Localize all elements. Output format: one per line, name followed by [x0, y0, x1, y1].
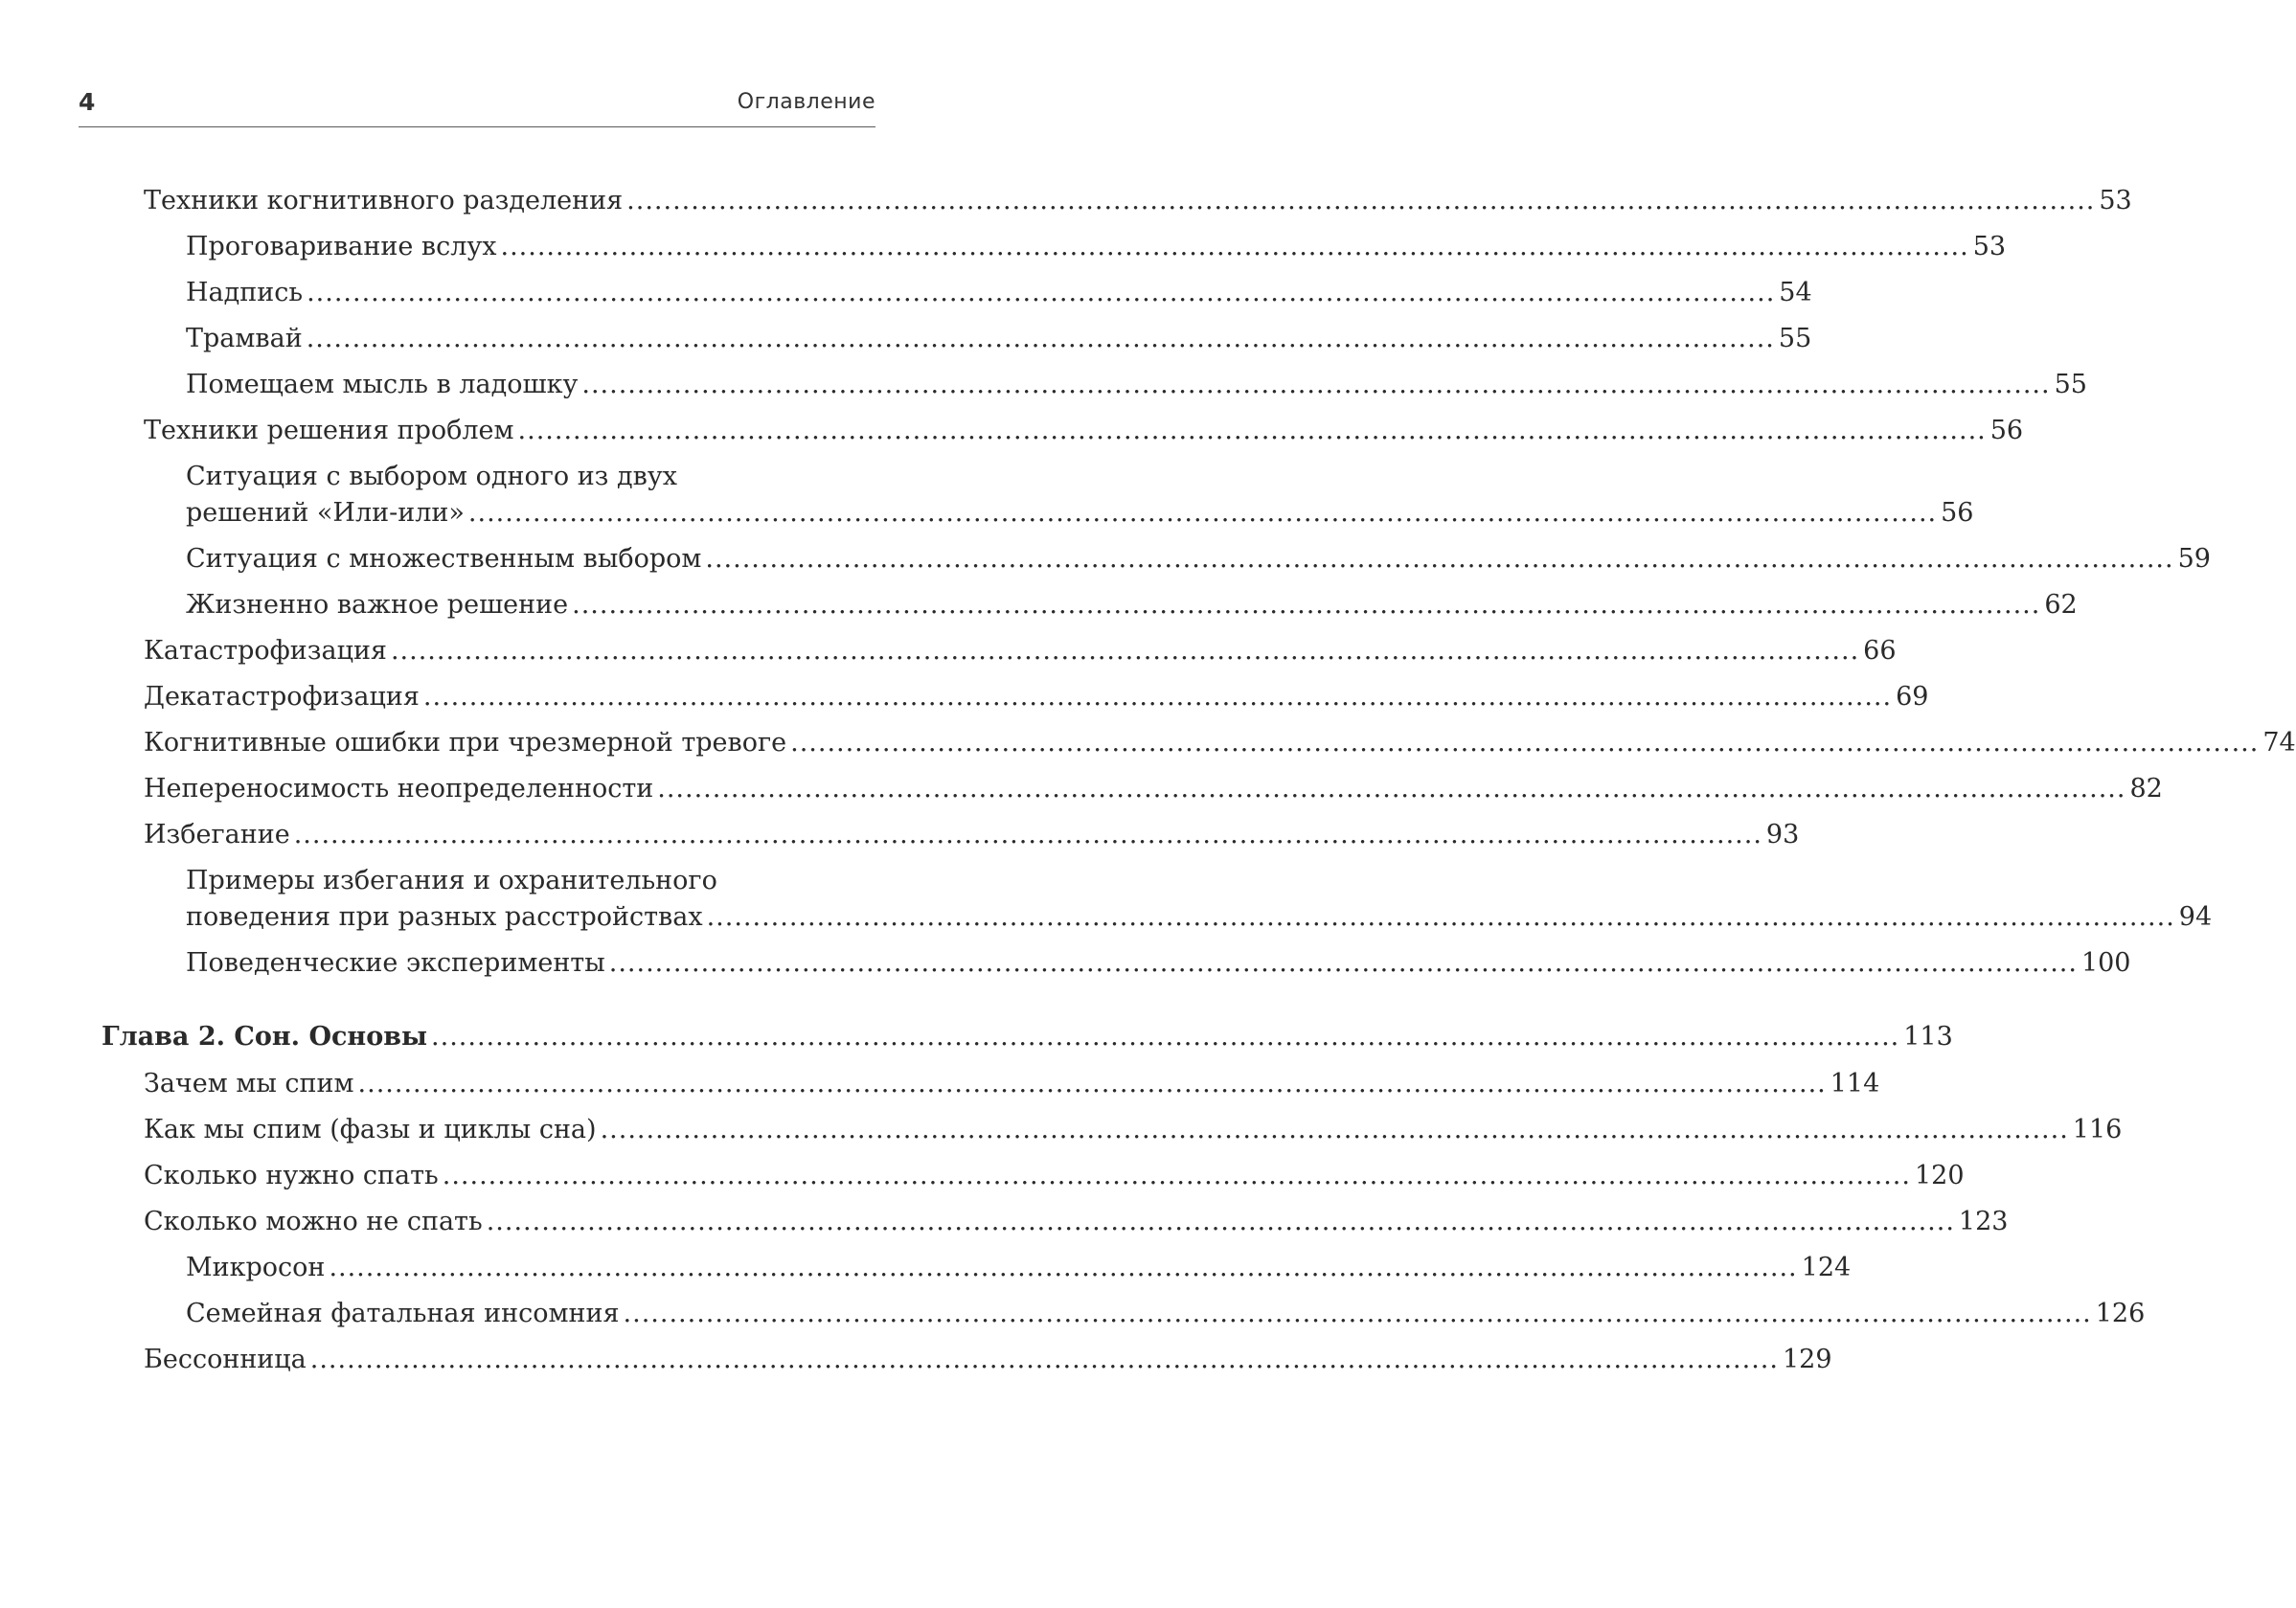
- toc-entry-page: 69: [1896, 682, 1929, 712]
- dot-leader: ................................................................................................................................................................: [306, 324, 1775, 353]
- toc-entry-title-line1: Ситуация с выбором одного из двух: [186, 462, 677, 491]
- toc-entry-page: 55: [1778, 324, 1812, 353]
- toc-entry-page: 55: [2054, 370, 2087, 399]
- toc-entry[interactable]: [186, 367, 2087, 403]
- toc-entry[interactable]: [144, 817, 1800, 853]
- toc-entry-page: 59: [2177, 544, 2211, 574]
- dot-leader: ................................................................................................................................................................: [329, 1253, 1798, 1282]
- toc-entry[interactable]: [186, 321, 1812, 357]
- toc-entry[interactable]: [186, 945, 2131, 982]
- toc-entry-page: 116: [2072, 1115, 2123, 1144]
- dot-leader: ................................................................................................................................................................: [486, 1207, 1955, 1236]
- dot-leader: ................................................................................................................................................................: [431, 1022, 1900, 1052]
- toc-entry-page: 66: [1863, 636, 1897, 666]
- toc-entry[interactable]: [144, 771, 2163, 807]
- toc-entry[interactable]: [186, 229, 2007, 265]
- dot-leader: ................................................................................................................................................................: [357, 1069, 1827, 1098]
- dot-leader: ................................................................................................................................................................: [500, 232, 1969, 261]
- toc-entry-title: Избегание: [144, 820, 290, 849]
- toc-entry-page: 94: [2178, 902, 2213, 932]
- toc-entry-page: 53: [2099, 186, 2132, 215]
- toc-entry-title: Непереносимость неопределенности: [144, 774, 654, 804]
- toc-entry[interactable]: [144, 1204, 2009, 1240]
- toc-entry[interactable]: [186, 587, 2078, 623]
- toc-entry-title: Ситуация с множественным выбором: [186, 544, 702, 574]
- toc-chapter-entry[interactable]: [102, 1019, 1953, 1055]
- dot-leader: ................................................................................................................................................................: [422, 682, 1893, 712]
- dot-leader: ................................................................................................................................................................: [572, 590, 2041, 620]
- dot-leader: ................................................................................................................................................................: [657, 774, 2126, 804]
- toc-entry-page: 113: [1903, 1022, 1953, 1052]
- toc-entry-page: 126: [2095, 1299, 2146, 1328]
- toc-entry-title-line2: решений «Или-или»: [186, 498, 465, 528]
- toc-entry-title: Поведенческие эксперименты: [186, 948, 605, 978]
- section-title: Оглавление: [737, 90, 875, 114]
- toc-entry-title: Надпись: [186, 278, 304, 307]
- dot-leader: ................................................................................................................................................................: [307, 278, 1776, 307]
- dot-leader: ................................................................................................................................................................: [600, 1115, 2069, 1144]
- dot-leader: ................................................................................................................................................................: [626, 186, 2096, 215]
- toc-entry[interactable]: [144, 1066, 1880, 1102]
- toc-entry-page: 74: [2262, 728, 2296, 758]
- toc-entry[interactable]: [144, 413, 2024, 449]
- toc-entry-page: 62: [2044, 590, 2078, 620]
- dot-leader: ................................................................................................................................................................: [467, 498, 1938, 528]
- toc-entry[interactable]: [144, 1342, 1832, 1378]
- toc-entry-title: Семейная фатальная инсомния: [186, 1299, 620, 1328]
- toc-entry-page: 120: [1914, 1161, 1965, 1190]
- toc-entry-page: 124: [1801, 1253, 1852, 1282]
- toc-entry-page: 123: [1958, 1207, 2009, 1236]
- dot-leader: ................................................................................................................................................................: [706, 902, 2175, 932]
- toc-entry[interactable]: [186, 275, 1812, 311]
- toc-entry-page: 100: [2080, 948, 2131, 978]
- toc-entry-page: 56: [1989, 416, 2024, 445]
- toc-entry-page: 114: [1830, 1069, 1880, 1098]
- toc-entry-page: 54: [1779, 278, 1812, 307]
- dot-leader: ................................................................................................................................................................: [517, 416, 1987, 445]
- toc-entry[interactable]: [186, 459, 1974, 532]
- toc-entry[interactable]: [144, 1158, 1965, 1194]
- toc-entry-title: Сколько нужно спать: [144, 1161, 439, 1190]
- dot-leader: ................................................................................................................................................................: [309, 1345, 1779, 1374]
- toc-entry-title: Трамвай: [186, 324, 303, 353]
- toc-entry[interactable]: [144, 183, 2132, 219]
- toc-entry[interactable]: [186, 863, 2213, 936]
- dot-leader: ................................................................................................................................................................: [608, 948, 2078, 978]
- toc-entry-title: Бессонница: [144, 1345, 307, 1374]
- toc-entry-page: 82: [2129, 774, 2163, 804]
- toc-entry[interactable]: [144, 725, 2296, 761]
- dot-leader: ................................................................................................................................................................: [705, 544, 2174, 574]
- running-header: [79, 88, 875, 127]
- toc-entry[interactable]: [186, 1250, 1852, 1286]
- toc-entry-title: Проговаривание вслух: [186, 232, 497, 261]
- toc-entry-title: Микросон: [186, 1253, 326, 1282]
- toc-entry-page: 93: [1765, 820, 1800, 849]
- toc-entry-title: Сколько можно не спать: [144, 1207, 483, 1236]
- page-number: 4: [79, 88, 96, 116]
- toc-entry[interactable]: [144, 1112, 2123, 1148]
- toc-entry-title: Декатастрофизация: [144, 682, 420, 712]
- toc-entry-title: Зачем мы спим: [144, 1069, 354, 1098]
- toc-entry-page: 56: [1941, 498, 1974, 528]
- dot-leader: ................................................................................................................................................................: [390, 636, 1860, 666]
- toc-entry-title: Техники когнитивного разделения: [144, 186, 624, 215]
- toc-entry-page: 53: [1972, 232, 2007, 261]
- toc-entry-title-line1: Примеры избегания и охранительного: [186, 866, 717, 895]
- toc-entry[interactable]: [186, 541, 2211, 578]
- toc-entry-title: Жизненно важное решение: [186, 590, 569, 620]
- toc-entry-title: Помещаем мысль в ладошку: [186, 370, 579, 399]
- toc-entry-title-line2: поведения при разных расстройствах: [186, 902, 703, 932]
- dot-leader: ................................................................................................................................................................: [293, 820, 1762, 849]
- toc-entry[interactable]: [144, 633, 1897, 669]
- toc-entry-title: Катастрофизация: [144, 636, 387, 666]
- toc-entry-page: 129: [1782, 1345, 1832, 1374]
- toc-entry[interactable]: [144, 679, 1929, 715]
- dot-leader: ................................................................................................................................................................: [442, 1161, 1911, 1190]
- toc-chapter-title: Глава 2. Сон. Основы: [102, 1022, 428, 1052]
- toc-entry-title: Техники решения проблем: [144, 416, 514, 445]
- dot-leader: ................................................................................................................................................................: [790, 728, 2260, 758]
- toc-entry-title: Как мы спим (фазы и циклы сна): [144, 1115, 597, 1144]
- toc-entry-title: Когнитивные ошибки при чрезмерной тревоге: [144, 728, 787, 758]
- dot-leader: ................................................................................................................................................................: [623, 1299, 2092, 1328]
- toc-entry[interactable]: [186, 1296, 2146, 1332]
- dot-leader: ................................................................................................................................................................: [581, 370, 2051, 399]
